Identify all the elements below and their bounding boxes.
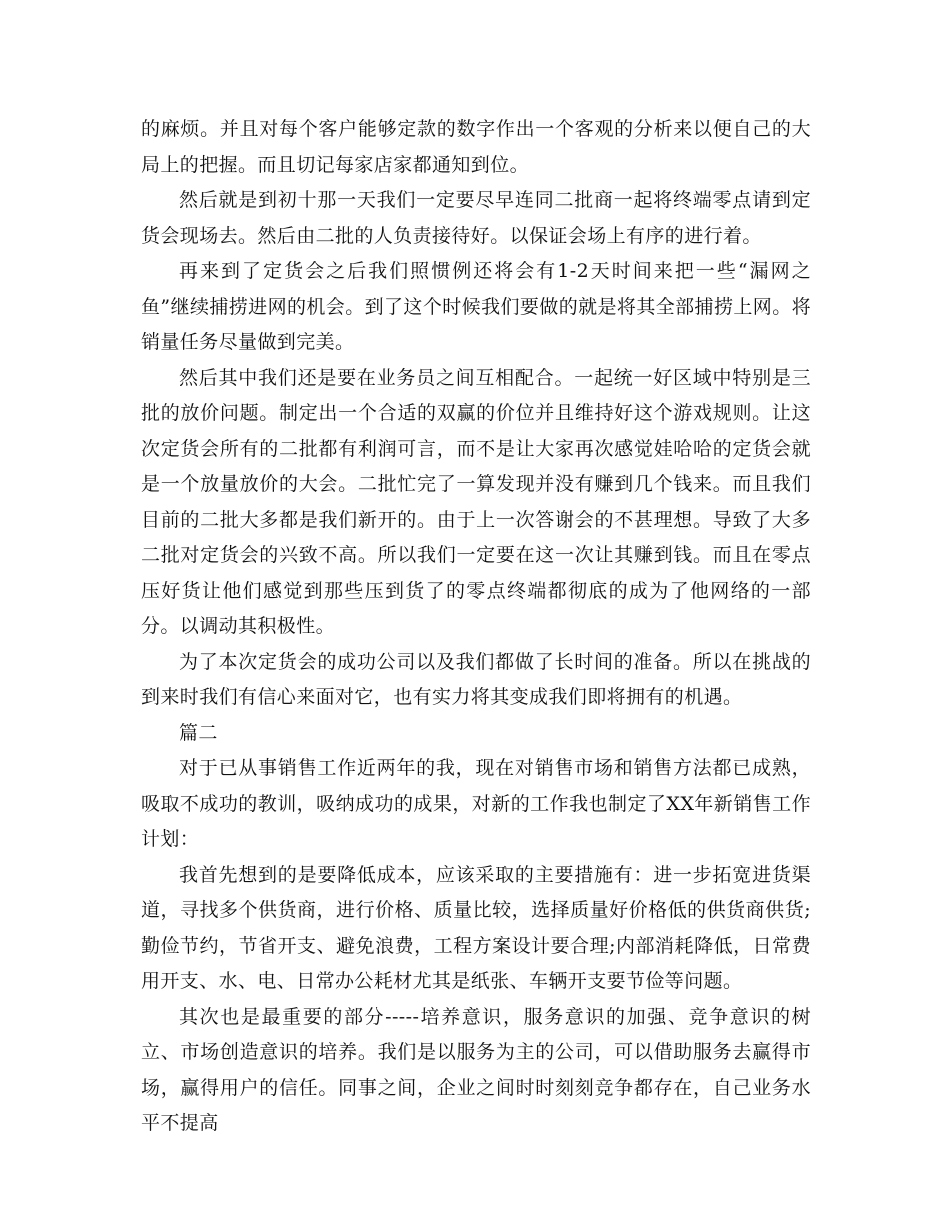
paragraph-4: 然后其中我们还是要在业务员之间互相配合。一起统一好区域中特别是三批的放价问题。制定出一个合适的双赢的价位并且维持好这个游戏规则。让这次定货会所有的二批都有利润可言，而不是让大家再次感觉娃哈哈的定货会就是一个放量放价的大会。二批忙完了一算发现并没有赚到几个钱来。而且我们目前的二批大多都是我们新开的。由于上一次答谢会的不甚理想。导致了大多二批对定货会的兴致不高。所以我们一定要在这一次让其赚到钱。而且在零点压好货让他们感觉到那些压到货了的零点终端都彻底的成为了他网络的一部分。以调动其积极性。 bbox=[141, 366, 811, 637]
paragraph-7: 我首先想到的是要降低成本，应该采取的主要措施有：进一步拓宽进货渠道，寻找多个供货商，进行价格、质量比较，选择质量好价格低的供货商供货;勤俭节约，节省开支、避免浪费，工程方案设计要合理;内部消耗降低，日常费用开支、水、电、日常办公耗材尤其是纸张、车辆开支要节俭等问题。 bbox=[141, 863, 811, 992]
paragraph-1: 的麻烦。并且对每个客户能够定款的数字作出一个客观的分析来以便自己的大局上的把握。而且切记每家店家都通知到位。 bbox=[141, 118, 811, 176]
paragraph-3: 再来到了定货会之后我们照惯例还将会有1-2天时间来把一些“漏网之鱼”继续捕捞进网的机会。到了这个时候我们要做的就是将其全部捕捞上网。将销量任务尽量做到完美。 bbox=[141, 260, 811, 353]
paragraph-5: 为了本次定货会的成功公司以及我们都做了长时间的准备。所以在挑战的到来时我们有信心来面对它，也有实力将其变成我们即将拥有的机遇。 bbox=[141, 650, 811, 708]
paragraph-8: 其次也是最重要的部分-----培养意识，服务意识的加强、竞争意识的树立、市场创造意识的培养。我们是以服务为主的公司，可以借助服务去赢得市场，赢得用户的信任。同事之间，企业之间时时刻刻竞争都存在，自己业务水平不提高 bbox=[141, 1005, 811, 1134]
section-heading-part-two: 篇二 bbox=[179, 721, 218, 744]
document-body bbox=[141, 112, 811, 1142]
paragraph-2: 然后就是到初十那一天我们一定要尽早连同二批商一起将终端零点请到定货会现场去。然后由二批的人负责接待好。以保证会场上有序的进行着。 bbox=[141, 189, 811, 247]
paragraph-6: 对于已从事销售工作近两年的我，现在对销售市场和销售方法都已成熟，吸取不成功的教训，吸纳成功的成果，对新的工作我也制定了XX年新销售工作计划： bbox=[141, 757, 811, 850]
